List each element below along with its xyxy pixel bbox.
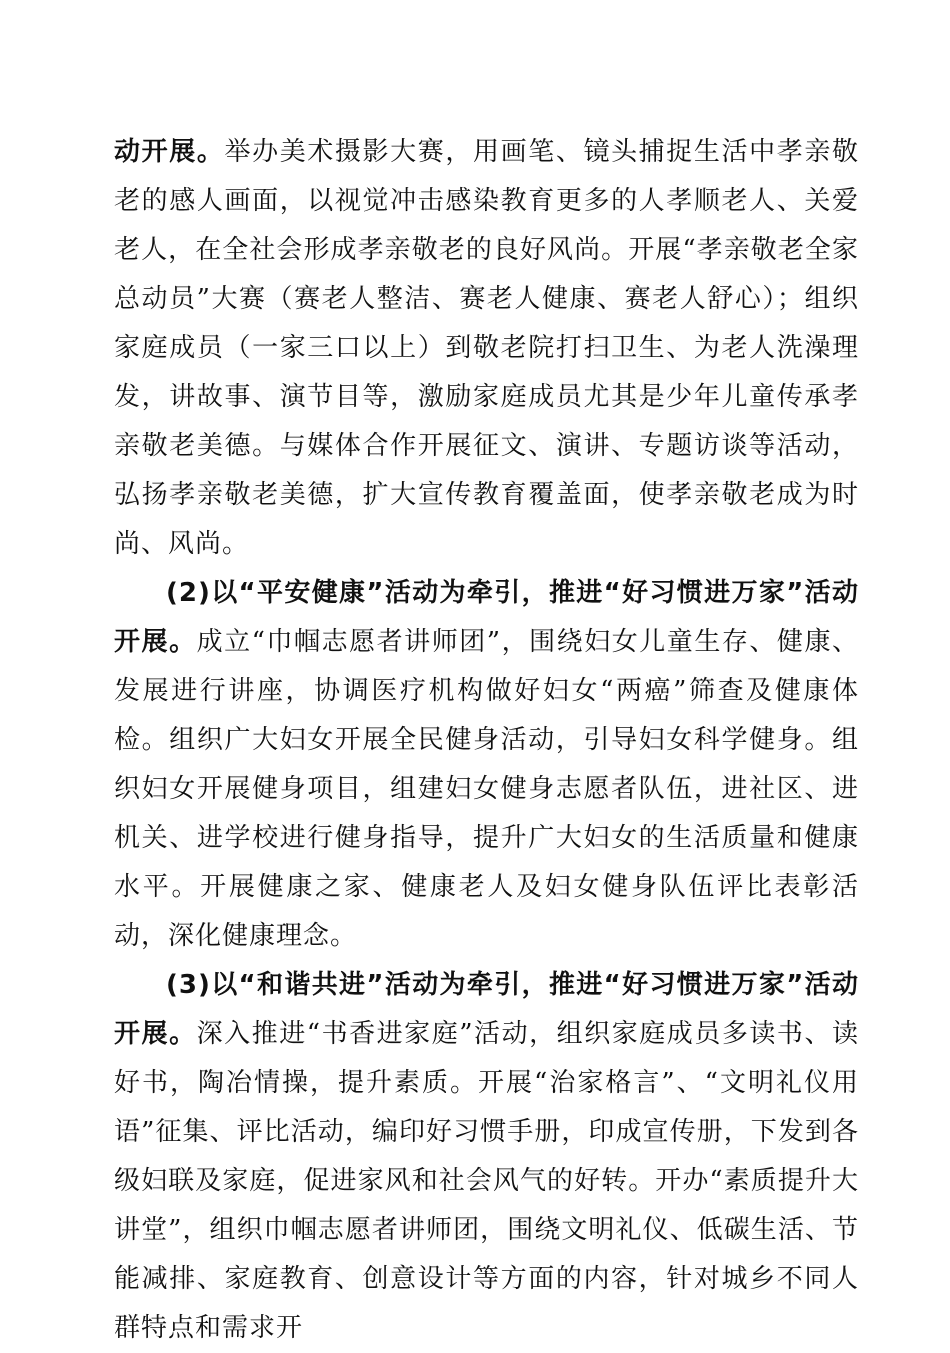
paragraph-2-lead: (2)以“平安健康”活动为牵引，推进“好习惯进万家”活动开展。 — [114, 578, 859, 657]
paragraph-1-text: 举办美术摄影大赛，用画笔、镜头捕捉生活中孝亲敬老的感人画面，以视觉冲击感染教育更多的人孝顺老人、关爱老人，在全社会形成孝亲敬老的良好风尚。开展“孝亲敬老全家总动员”大赛（赛老人整洁、赛老人健康、赛老人舒心）；组织家庭成员（一家三口以上）到敬老院打扫卫生、为老人洗澡理发，讲故事、演节目等，激励家庭成员尤其是少年儿童传承孝亲敬老美德。与媒体合作开展征文、演讲、专题访谈等活动，弘扬孝亲敬老美德，扩大宣传教育覆盖面，使孝亲敬老成为时尚、风尚。 — [114, 137, 859, 559]
paragraph-2 — [114, 569, 859, 961]
paragraph-2-text: 成立“巾帼志愿者讲师团”，围绕妇女儿童生存、健康、发展进行讲座，协调医疗机构做好妇女“两癌”筛查及健康体检。组织广大妇女开展全民健身活动，引导妇女科学健身。组织妇女开展健身项目，组建妇女健身志愿者队伍，进社区、进机关、进学校进行健身指导，提升广大妇女的生活质量和健康水平。开展健康之家、健康老人及妇女健身队伍评比表彰活动，深化健康理念。 — [114, 627, 859, 951]
paragraph-1-lead: 动开展。 — [114, 137, 225, 167]
paragraph-3-text: 深入推进“书香进家庭”活动，组织家庭成员多读书、读好书，陶冶情操，提升素质。开展“治家格言”、“文明礼仪用语”征集、评比活动，编印好习惯手册，印成宣传册，下发到各级妇联及家庭，促进家风和社会风气的好转。开办“素质提升大讲堂”，组织巾帼志愿者讲师团，围绕文明礼仪、低碳生活、节能减排、家庭教育、创意设计等方面的内容，针对城乡不同人群特点和需求开 — [114, 1019, 859, 1343]
paragraph-1 — [114, 128, 859, 569]
paragraph-3 — [114, 961, 859, 1353]
paragraph-3-lead: (3)以“和谐共进”活动为牵引，推进“好习惯进万家”活动开展。 — [114, 970, 859, 1049]
document-body — [114, 128, 859, 1353]
